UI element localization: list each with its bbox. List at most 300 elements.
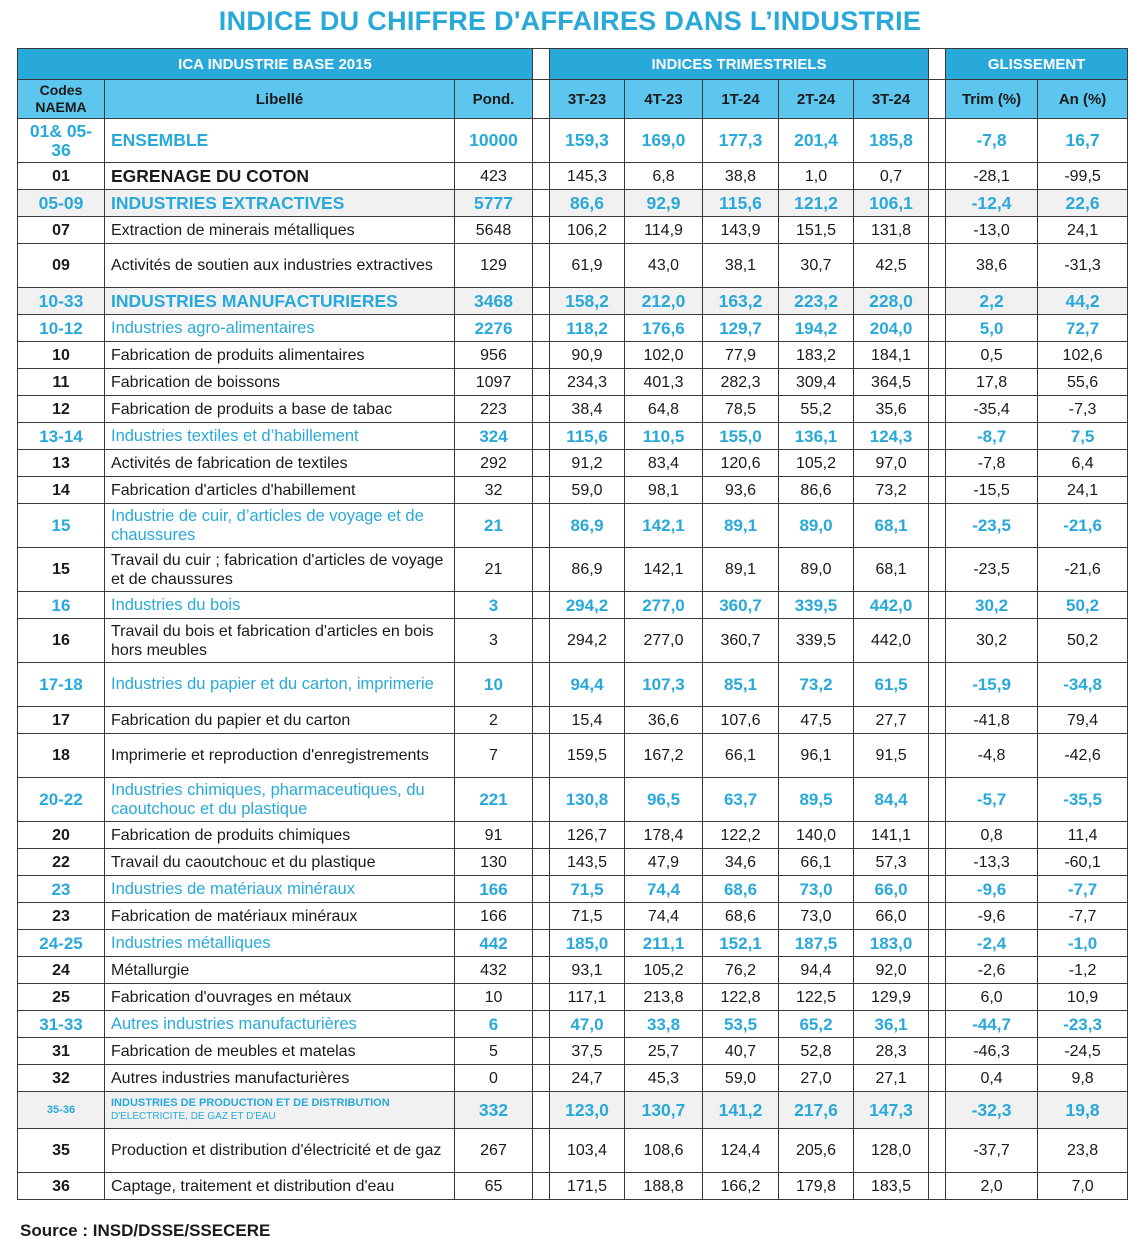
gap-cell	[929, 342, 946, 369]
row-pond: 6	[455, 1011, 533, 1038]
row-value-q2: 178,4	[625, 822, 703, 849]
row-pond: 32	[455, 477, 533, 504]
gap-cell	[533, 504, 550, 548]
gap-cell	[929, 548, 946, 592]
row-an: 50,2	[1038, 619, 1128, 663]
row-value-q1: 171,5	[550, 1173, 625, 1200]
row-label: Captage, traitement et distribution d'eau	[105, 1173, 455, 1200]
row-value-q3: 163,2	[703, 288, 779, 315]
gap-cell	[929, 163, 946, 190]
row-value-q3: 124,4	[703, 1129, 779, 1173]
row-value-q4: 179,8	[779, 1173, 854, 1200]
row-value-q3: 129,7	[703, 315, 779, 342]
row-label: Industries du papier et du carton, imprimerie	[105, 663, 455, 707]
gap-cell	[533, 450, 550, 477]
row-value-q2: 74,4	[625, 876, 703, 903]
table-row	[18, 477, 1128, 504]
row-value-q5: 42,5	[854, 244, 929, 288]
col-header-an: An (%)	[1038, 80, 1128, 119]
row-value-q1: 24,7	[550, 1065, 625, 1092]
row-value-q4: 27,0	[779, 1065, 854, 1092]
row-pond: 10	[455, 663, 533, 707]
col-header-trim: Trim (%)	[946, 80, 1038, 119]
col-header-q4: 2T-24	[779, 80, 854, 119]
row-value-q3: 85,1	[703, 663, 779, 707]
row-trim: -23,5	[946, 548, 1038, 592]
row-value-q3: 89,1	[703, 548, 779, 592]
gap-cell	[929, 707, 946, 734]
row-value-q1: 94,4	[550, 663, 625, 707]
row-value-q5: 36,1	[854, 1011, 929, 1038]
row-value-q3: 115,6	[703, 190, 779, 217]
gap-cell	[533, 288, 550, 315]
row-value-q5: 184,1	[854, 342, 929, 369]
row-value-q5: 183,0	[854, 930, 929, 957]
row-label: Métallurgie	[105, 957, 455, 984]
row-label: Fabrication du papier et du carton	[105, 707, 455, 734]
row-value-q3: 76,2	[703, 957, 779, 984]
row-value-q5: 91,5	[854, 734, 929, 778]
gap-cell	[533, 548, 550, 592]
row-value-q2: 108,6	[625, 1129, 703, 1173]
row-value-q5: 364,5	[854, 369, 929, 396]
row-value-q4: 136,1	[779, 423, 854, 450]
header-group-left: ICA INDUSTRIE BASE 2015	[18, 49, 533, 80]
row-code: 10-33	[18, 288, 105, 315]
row-value-q3: 78,5	[703, 396, 779, 423]
row-value-q1: 71,5	[550, 903, 625, 930]
row-value-q5: 84,4	[854, 778, 929, 822]
row-an: 50,2	[1038, 592, 1128, 619]
row-value-q5: 141,1	[854, 822, 929, 849]
table-row	[18, 1173, 1128, 1200]
row-value-q4: 94,4	[779, 957, 854, 984]
row-pond: 65	[455, 1173, 533, 1200]
row-trim: -9,6	[946, 876, 1038, 903]
row-value-q1: 185,0	[550, 930, 625, 957]
row-pond: 21	[455, 548, 533, 592]
gap-cell	[929, 315, 946, 342]
ica-table	[17, 48, 1128, 1200]
gap-cell	[533, 663, 550, 707]
row-pond: 166	[455, 903, 533, 930]
row-value-q5: 442,0	[854, 592, 929, 619]
gap-cell	[533, 957, 550, 984]
row-label: Fabrication de matériaux minéraux	[105, 903, 455, 930]
row-value-q3: 93,6	[703, 477, 779, 504]
gap-cell	[533, 903, 550, 930]
row-value-q2: 211,1	[625, 930, 703, 957]
row-value-q4: 47,5	[779, 707, 854, 734]
row-pond: 5	[455, 1038, 533, 1065]
row-value-q1: 90,9	[550, 342, 625, 369]
row-value-q4: 105,2	[779, 450, 854, 477]
row-code: 22	[18, 849, 105, 876]
table-row	[18, 315, 1128, 342]
gap-cell	[929, 619, 946, 663]
row-code: 16	[18, 592, 105, 619]
row-value-q2: 212,0	[625, 288, 703, 315]
gap-cell	[929, 957, 946, 984]
row-code: 35	[18, 1129, 105, 1173]
row-value-q5: 28,3	[854, 1038, 929, 1065]
row-code: 24-25	[18, 930, 105, 957]
row-value-q2: 102,0	[625, 342, 703, 369]
row-code: 32	[18, 1065, 105, 1092]
row-pond: 2	[455, 707, 533, 734]
row-value-q3: 40,7	[703, 1038, 779, 1065]
row-an: 72,7	[1038, 315, 1128, 342]
table-row	[18, 778, 1128, 822]
row-value-q1: 294,2	[550, 619, 625, 663]
row-code: 36	[18, 1173, 105, 1200]
row-trim: -15,5	[946, 477, 1038, 504]
row-an: -60,1	[1038, 849, 1128, 876]
row-code: 07	[18, 217, 105, 244]
row-value-q3: 38,1	[703, 244, 779, 288]
gap-cell	[533, 315, 550, 342]
row-value-q5: 204,0	[854, 315, 929, 342]
row-an: 102,6	[1038, 342, 1128, 369]
row-pond: 129	[455, 244, 533, 288]
row-an: 10,9	[1038, 984, 1128, 1011]
row-trim: -37,7	[946, 1129, 1038, 1173]
gap-cell	[929, 1092, 946, 1129]
row-value-q4: 187,5	[779, 930, 854, 957]
gap-cell	[533, 734, 550, 778]
row-label: Fabrication d'articles d'habillement	[105, 477, 455, 504]
row-value-q5: 129,9	[854, 984, 929, 1011]
gap-cell	[533, 1129, 550, 1173]
row-value-q2: 277,0	[625, 592, 703, 619]
row-value-q1: 130,8	[550, 778, 625, 822]
row-trim: 5,0	[946, 315, 1038, 342]
row-value-q4: 89,0	[779, 504, 854, 548]
row-value-q4: 122,5	[779, 984, 854, 1011]
gap-cell	[533, 190, 550, 217]
row-an: -23,3	[1038, 1011, 1128, 1038]
gap-cell	[929, 244, 946, 288]
gap-cell	[929, 822, 946, 849]
row-value-q3: 177,3	[703, 119, 779, 163]
row-code: 20	[18, 822, 105, 849]
row-value-q4: 96,1	[779, 734, 854, 778]
gap-cell	[533, 1173, 550, 1200]
row-value-q3: 141,2	[703, 1092, 779, 1129]
gap-cell	[929, 423, 946, 450]
row-pond: 21	[455, 504, 533, 548]
row-an: 24,1	[1038, 477, 1128, 504]
row-label: Industries du bois	[105, 592, 455, 619]
table-row	[18, 288, 1128, 315]
row-an: 79,4	[1038, 707, 1128, 734]
col-header-q3: 1T-24	[703, 80, 779, 119]
row-trim: -46,3	[946, 1038, 1038, 1065]
row-value-q5: 131,8	[854, 217, 929, 244]
row-value-q4: 140,0	[779, 822, 854, 849]
row-value-q1: 234,3	[550, 369, 625, 396]
row-code: 13-14	[18, 423, 105, 450]
row-code: 14	[18, 477, 105, 504]
row-value-q3: 66,1	[703, 734, 779, 778]
row-trim: -8,7	[946, 423, 1038, 450]
row-value-q2: 64,8	[625, 396, 703, 423]
row-code: 18	[18, 734, 105, 778]
row-value-q3: 63,7	[703, 778, 779, 822]
header-group-row	[18, 49, 1128, 80]
table-row	[18, 876, 1128, 903]
row-value-q4: 223,2	[779, 288, 854, 315]
row-value-q5: 185,8	[854, 119, 929, 163]
row-an: -21,6	[1038, 504, 1128, 548]
row-code: 17	[18, 707, 105, 734]
table-row	[18, 244, 1128, 288]
row-pond: 423	[455, 163, 533, 190]
col-header-q5: 3T-24	[854, 80, 929, 119]
row-value-q2: 33,8	[625, 1011, 703, 1038]
row-value-q1: 294,2	[550, 592, 625, 619]
gap-cell	[929, 450, 946, 477]
row-value-q1: 106,2	[550, 217, 625, 244]
row-pond: 223	[455, 396, 533, 423]
row-an: -7,7	[1038, 903, 1128, 930]
row-value-q4: 66,1	[779, 849, 854, 876]
row-pond: 956	[455, 342, 533, 369]
row-pond: 324	[455, 423, 533, 450]
gap-cell	[929, 369, 946, 396]
row-an: 7,5	[1038, 423, 1128, 450]
row-value-q5: 228,0	[854, 288, 929, 315]
row-trim: -32,3	[946, 1092, 1038, 1129]
row-an: 24,1	[1038, 217, 1128, 244]
row-value-q4: 339,5	[779, 619, 854, 663]
row-value-q1: 71,5	[550, 876, 625, 903]
row-value-q4: 339,5	[779, 592, 854, 619]
gap-cell	[533, 119, 550, 163]
row-value-q1: 86,9	[550, 548, 625, 592]
row-value-q5: 27,7	[854, 707, 929, 734]
row-value-q5: 442,0	[854, 619, 929, 663]
row-code: 12	[18, 396, 105, 423]
gap-cell	[929, 217, 946, 244]
row-value-q3: 143,9	[703, 217, 779, 244]
row-value-q3: 34,6	[703, 849, 779, 876]
gap-cell	[929, 903, 946, 930]
row-code: 20-22	[18, 778, 105, 822]
row-label: Fabrication de produits alimentaires	[105, 342, 455, 369]
row-value-q4: 309,4	[779, 369, 854, 396]
table-row	[18, 396, 1128, 423]
row-value-q3: 38,8	[703, 163, 779, 190]
row-value-q1: 115,6	[550, 423, 625, 450]
row-pond: 3	[455, 619, 533, 663]
row-an: -21,6	[1038, 548, 1128, 592]
row-value-q4: 201,4	[779, 119, 854, 163]
row-code: 23	[18, 903, 105, 930]
row-pond: 0	[455, 1065, 533, 1092]
row-value-q2: 167,2	[625, 734, 703, 778]
row-trim: 0,4	[946, 1065, 1038, 1092]
row-value-q3: 122,2	[703, 822, 779, 849]
row-label: Activités de fabrication de textiles	[105, 450, 455, 477]
row-an: -1,2	[1038, 957, 1128, 984]
row-value-q3: 282,3	[703, 369, 779, 396]
row-value-q2: 114,9	[625, 217, 703, 244]
table-row	[18, 734, 1128, 778]
row-value-q5: 61,5	[854, 663, 929, 707]
row-an: -7,7	[1038, 876, 1128, 903]
row-label: Extraction de minerais métalliques	[105, 217, 455, 244]
row-value-q2: 169,0	[625, 119, 703, 163]
col-header-code: Codes NAEMA	[18, 80, 105, 119]
row-label: Fabrication de boissons	[105, 369, 455, 396]
table-row	[18, 450, 1128, 477]
row-value-q3: 68,6	[703, 876, 779, 903]
row-label: Travail du cuir ; fabrication d'articles de voyage et de chaussures	[105, 548, 455, 592]
row-trim: -4,8	[946, 734, 1038, 778]
row-pond: 432	[455, 957, 533, 984]
row-label: Industries de matériaux minéraux	[105, 876, 455, 903]
row-label: ENSEMBLE	[105, 119, 455, 163]
gap-cell	[929, 1011, 946, 1038]
row-value-q1: 86,9	[550, 504, 625, 548]
row-value-q4: 30,7	[779, 244, 854, 288]
row-trim: 30,2	[946, 592, 1038, 619]
row-value-q2: 142,1	[625, 548, 703, 592]
row-value-q4: 121,2	[779, 190, 854, 217]
row-an: 6,4	[1038, 450, 1128, 477]
col-header-pond: Pond.	[455, 80, 533, 119]
gap-cell	[929, 119, 946, 163]
row-code: 09	[18, 244, 105, 288]
table-row	[18, 548, 1128, 592]
row-value-q3: 107,6	[703, 707, 779, 734]
row-an: 19,8	[1038, 1092, 1128, 1129]
table-row	[18, 1065, 1128, 1092]
gap-cell	[929, 477, 946, 504]
row-value-q3: 122,8	[703, 984, 779, 1011]
row-pond: 10	[455, 984, 533, 1011]
row-value-q1: 143,5	[550, 849, 625, 876]
row-value-q5: 0,7	[854, 163, 929, 190]
row-value-q5: 57,3	[854, 849, 929, 876]
row-value-q2: 6,8	[625, 163, 703, 190]
row-pond: 267	[455, 1129, 533, 1173]
row-value-q1: 37,5	[550, 1038, 625, 1065]
gap-cell	[533, 423, 550, 450]
row-trim: 2,0	[946, 1173, 1038, 1200]
gap-cell	[533, 1065, 550, 1092]
row-code: 11	[18, 369, 105, 396]
gap-cell	[929, 592, 946, 619]
table-row	[18, 369, 1128, 396]
row-value-q3: 89,1	[703, 504, 779, 548]
row-trim: 2,2	[946, 288, 1038, 315]
page-title: INDICE DU CHIFFRE D'AFFAIRES DANS L’INDUSTRIE	[218, 6, 922, 36]
row-trim: -5,7	[946, 778, 1038, 822]
row-value-q5: 106,1	[854, 190, 929, 217]
row-value-q1: 158,2	[550, 288, 625, 315]
table-row	[18, 619, 1128, 663]
row-label: Industries chimiques, pharmaceutiques, du caoutchouc et du plastique	[105, 778, 455, 822]
row-label: INDUSTRIES EXTRACTIVES	[105, 190, 455, 217]
source-note: Source : INSD/DSSE/SSECERE	[20, 1221, 271, 1240]
table-row	[18, 423, 1128, 450]
col-header-label: Libellé	[105, 80, 455, 119]
gap-cell	[533, 592, 550, 619]
row-value-q3: 155,0	[703, 423, 779, 450]
row-value-q2: 213,8	[625, 984, 703, 1011]
row-value-q2: 107,3	[625, 663, 703, 707]
row-value-q2: 47,9	[625, 849, 703, 876]
row-value-q4: 65,2	[779, 1011, 854, 1038]
row-value-q5: 97,0	[854, 450, 929, 477]
row-pond: 130	[455, 849, 533, 876]
gap-cell	[929, 504, 946, 548]
row-value-q5: 35,6	[854, 396, 929, 423]
row-code: 16	[18, 619, 105, 663]
row-code: 35-36	[18, 1092, 105, 1129]
row-label: EGRENAGE DU COTON	[105, 163, 455, 190]
gap-cell	[929, 778, 946, 822]
row-value-q1: 61,9	[550, 244, 625, 288]
row-an: -99,5	[1038, 163, 1128, 190]
row-value-q4: 73,2	[779, 663, 854, 707]
row-value-q1: 145,3	[550, 163, 625, 190]
gap-cell	[533, 876, 550, 903]
row-trim: -9,6	[946, 903, 1038, 930]
row-pond: 332	[455, 1092, 533, 1129]
row-value-q4: 151,5	[779, 217, 854, 244]
table-row	[18, 1092, 1128, 1129]
row-label: Activités de soutien aux industries extractives	[105, 244, 455, 288]
gap-cell	[533, 396, 550, 423]
table-row	[18, 1011, 1128, 1038]
row-code: 31	[18, 1038, 105, 1065]
row-pond: 5777	[455, 190, 533, 217]
row-value-q4: 52,8	[779, 1038, 854, 1065]
row-value-q5: 27,1	[854, 1065, 929, 1092]
table-row	[18, 163, 1128, 190]
row-label-main: INDUSTRIES DE PRODUCTION ET DE DISTRIBUTION	[111, 1097, 390, 1109]
table-row	[18, 1129, 1128, 1173]
row-code: 15	[18, 504, 105, 548]
row-value-q3: 360,7	[703, 592, 779, 619]
row-value-q2: 74,4	[625, 903, 703, 930]
gap-cell	[533, 217, 550, 244]
row-value-q2: 401,3	[625, 369, 703, 396]
row-an: -1,0	[1038, 930, 1128, 957]
gap-cell	[533, 477, 550, 504]
table-row	[18, 1038, 1128, 1065]
row-pond: 221	[455, 778, 533, 822]
row-value-q4: 89,5	[779, 778, 854, 822]
row-value-q4: 73,0	[779, 903, 854, 930]
row-value-q5: 124,3	[854, 423, 929, 450]
row-value-q4: 55,2	[779, 396, 854, 423]
gap-cell	[533, 619, 550, 663]
row-value-q1: 86,6	[550, 190, 625, 217]
gap-cell	[929, 1065, 946, 1092]
row-pond: 10000	[455, 119, 533, 163]
row-pond: 7	[455, 734, 533, 778]
row-value-q4: 73,0	[779, 876, 854, 903]
row-value-q2: 176,6	[625, 315, 703, 342]
row-value-q5: 128,0	[854, 1129, 929, 1173]
gap-cell	[533, 1011, 550, 1038]
gap-cell	[929, 984, 946, 1011]
row-label: Fabrication de meubles et matelas	[105, 1038, 455, 1065]
